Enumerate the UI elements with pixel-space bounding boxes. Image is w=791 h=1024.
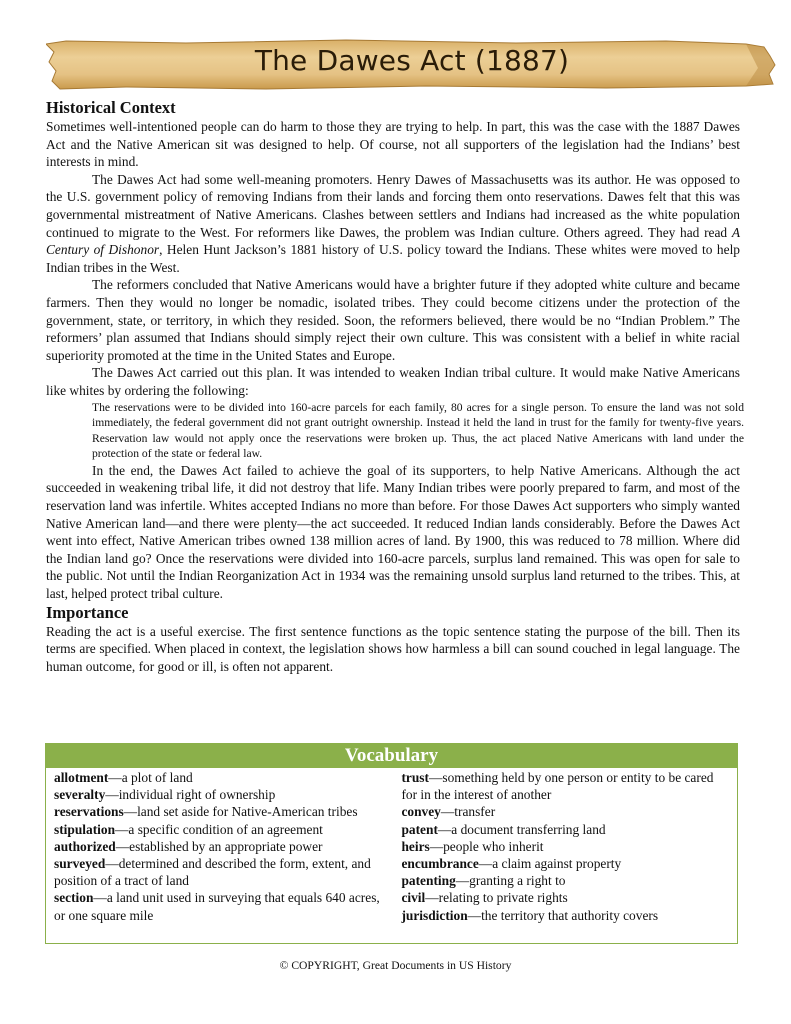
vocab-entry xyxy=(54,838,393,855)
vocab-entry xyxy=(54,821,393,838)
vocab-definition: —a document transferring land xyxy=(437,821,606,837)
main-content xyxy=(46,98,744,675)
context-paragraph-2-end: , Helen Hunt Jackson’s 1881 history of U.S. policy toward the Indians. These whites were moved to help Indian tribes in the West. xyxy=(46,242,740,275)
vocab-definition: —land set aside for Native-American tribes xyxy=(123,804,358,820)
vocab-definition: —a specific condition of an agreement xyxy=(115,821,323,837)
vocab-entry xyxy=(54,769,393,786)
vocab-term: civil xyxy=(401,890,426,906)
vocab-entry xyxy=(401,769,729,803)
vocab-entry xyxy=(401,821,729,838)
context-paragraph-2 xyxy=(46,171,740,277)
vocabulary-box xyxy=(45,743,738,944)
vocab-definition: —a land unit used in surveying that equals 640 acres, or one square mile xyxy=(54,890,380,923)
vocabulary-left-column xyxy=(54,769,393,924)
vocab-entry xyxy=(401,803,729,820)
vocab-term: authorized xyxy=(54,838,116,854)
importance-heading: Importance xyxy=(46,602,129,622)
vocab-term: heirs xyxy=(401,838,430,854)
vocab-term: trust xyxy=(401,770,429,785)
vocab-definition: —relating to private rights xyxy=(425,890,568,906)
vocab-entry xyxy=(54,803,393,820)
vocab-term: stipulation xyxy=(54,821,116,837)
context-paragraph-1: Sometimes well-intentioned people can do harm to those they are trying to help. In part, this was the case with the 1887 Dawes Act and the Native American sit was designed to help. Of course, not all supporters of the legislation had the Indians’ best interests in mind. xyxy=(46,119,740,170)
context-paragraph-2-start: The Dawes Act had some well-meaning promoters. Henry Dawes of Massachusetts was its author. He was opposed to the U.S. government policy of removing Indians from their lands and forcing them onto reservations. Dawes felt that this was governmental mistreatment of Native Americans. Clashes between settlers and Indians had increased as the white population continued to migrate to the West. For reformers like Dawes, the problem was Indian culture. Others agreed. They had read xyxy=(46,171,740,240)
vocab-entry xyxy=(54,786,393,803)
page-title: The Dawes Act (1887) xyxy=(254,44,570,77)
vocab-entry xyxy=(401,855,729,872)
vocab-term: allotment xyxy=(54,770,109,785)
vocab-definition: —the territory that authority covers xyxy=(467,907,659,923)
vocabulary-heading: Vocabulary xyxy=(46,744,737,768)
book-title: A Century of Dishonor xyxy=(46,224,740,258)
vocab-definition: —transfer xyxy=(440,804,496,820)
importance-paragraph: Reading the act is a useful exercise. The first sentence functions as the topic sentence stating the purpose of the bill. Then its terms are specified. When placed in context, the legislation shows how harmless a bill can sound couched in legal language. The human outcome, for good or ill, is often not apparent. xyxy=(46,623,740,674)
vocab-term: reservations xyxy=(54,804,124,820)
vocab-term: patenting xyxy=(401,873,456,889)
vocab-entry xyxy=(401,872,729,889)
vocab-entry xyxy=(401,907,729,924)
vocabulary-columns xyxy=(46,768,737,924)
vocab-definition: —something held by one person or entity to be cared for in the interest of another xyxy=(401,770,714,803)
vocab-term: severalty xyxy=(54,787,106,803)
copyright-footer: © COPYRIGHT, Great Documents in US History xyxy=(279,959,512,972)
vocab-definition: —a claim against property xyxy=(478,856,622,872)
vocab-entry xyxy=(54,855,393,889)
vocab-term: encumbrance xyxy=(401,856,479,872)
vocab-term: patent xyxy=(401,821,438,837)
vocab-term: convey xyxy=(401,804,441,820)
vocab-term: jurisdiction xyxy=(401,907,468,923)
vocab-entry xyxy=(54,889,393,923)
historical-context-heading: Historical Context xyxy=(46,98,176,117)
context-paragraph-5: In the end, the Dawes Act failed to achieve the goal of its supporters, to help Native Americans. Although the act succeeded in weakening tribal life, it did not destroy that life. Many Indian tribes were poorly prepared to farm, and most of the reservation land was infertile. Whites accepted Indians no more than before. For those Dawes Act supporters who simply wanted Native American land—and there were plenty—the act succeeded. It reduced Indian lands considerably. Before the Dawes Act went into effect, Native American tribes owned 138 million acres of land. By 1900, this was reduced to 78 million. Where did the Indian land go? Once the reservations were divided into 160-acre parcels, surplus land remained. This was open for sale to the public. Not until the Indian Reorganization Act in 1934 was the remaining unsold surplus land returned to the tribes. This, at last, helped protect tribal culture. xyxy=(46,462,740,602)
vocab-definition: —determined and described the form, extent, and position of a tract of land xyxy=(54,856,371,889)
vocab-definition: —people who inherit xyxy=(429,838,544,854)
context-paragraph-3: The reformers concluded that Native Americans would have a brighter future if they adopted white culture and became farmers. Then they would no longer be nomadic, isolated tribes. They could become citizens under the protection of the government, state, or territory, in which they resided. Soon, the reformers believed, there would be no “Indian Problem.” The reformers’ plan assumed that Indians should simply reject their own culture. This was consistent with a belief in white racial superiority promoted at the time in the United States and Europe. xyxy=(46,277,740,363)
vocab-definition: —a plot of land xyxy=(108,770,193,785)
title-banner xyxy=(46,38,778,92)
act-provisions-quote: The reservations were to be divided into 160-acre parcels for each family, 80 acres for a single person. To ensure the land was not sold immediately, the federal government did not grant outright ownership. Instead it held the land in trust for the family for twenty-five years. Reservation law would not apply once the reservations were broken up. Thus, the act placed Native Americans with land under the protection of the state or federal law. xyxy=(92,400,744,461)
vocab-definition: —established by an appropriate power xyxy=(115,838,323,854)
vocab-entry xyxy=(401,889,729,906)
vocab-term: section xyxy=(54,890,94,906)
vocab-entry xyxy=(401,838,729,855)
vocab-definition: —individual right of ownership xyxy=(105,787,276,803)
vocabulary-right-column xyxy=(393,769,729,924)
vocab-definition: —granting a right to xyxy=(455,873,566,889)
context-paragraph-4: The Dawes Act carried out this plan. It was intended to weaken Indian tribal culture. It would make Native Americans like whites by ordering the following: xyxy=(46,365,740,398)
vocab-term: surveyed xyxy=(54,856,106,872)
